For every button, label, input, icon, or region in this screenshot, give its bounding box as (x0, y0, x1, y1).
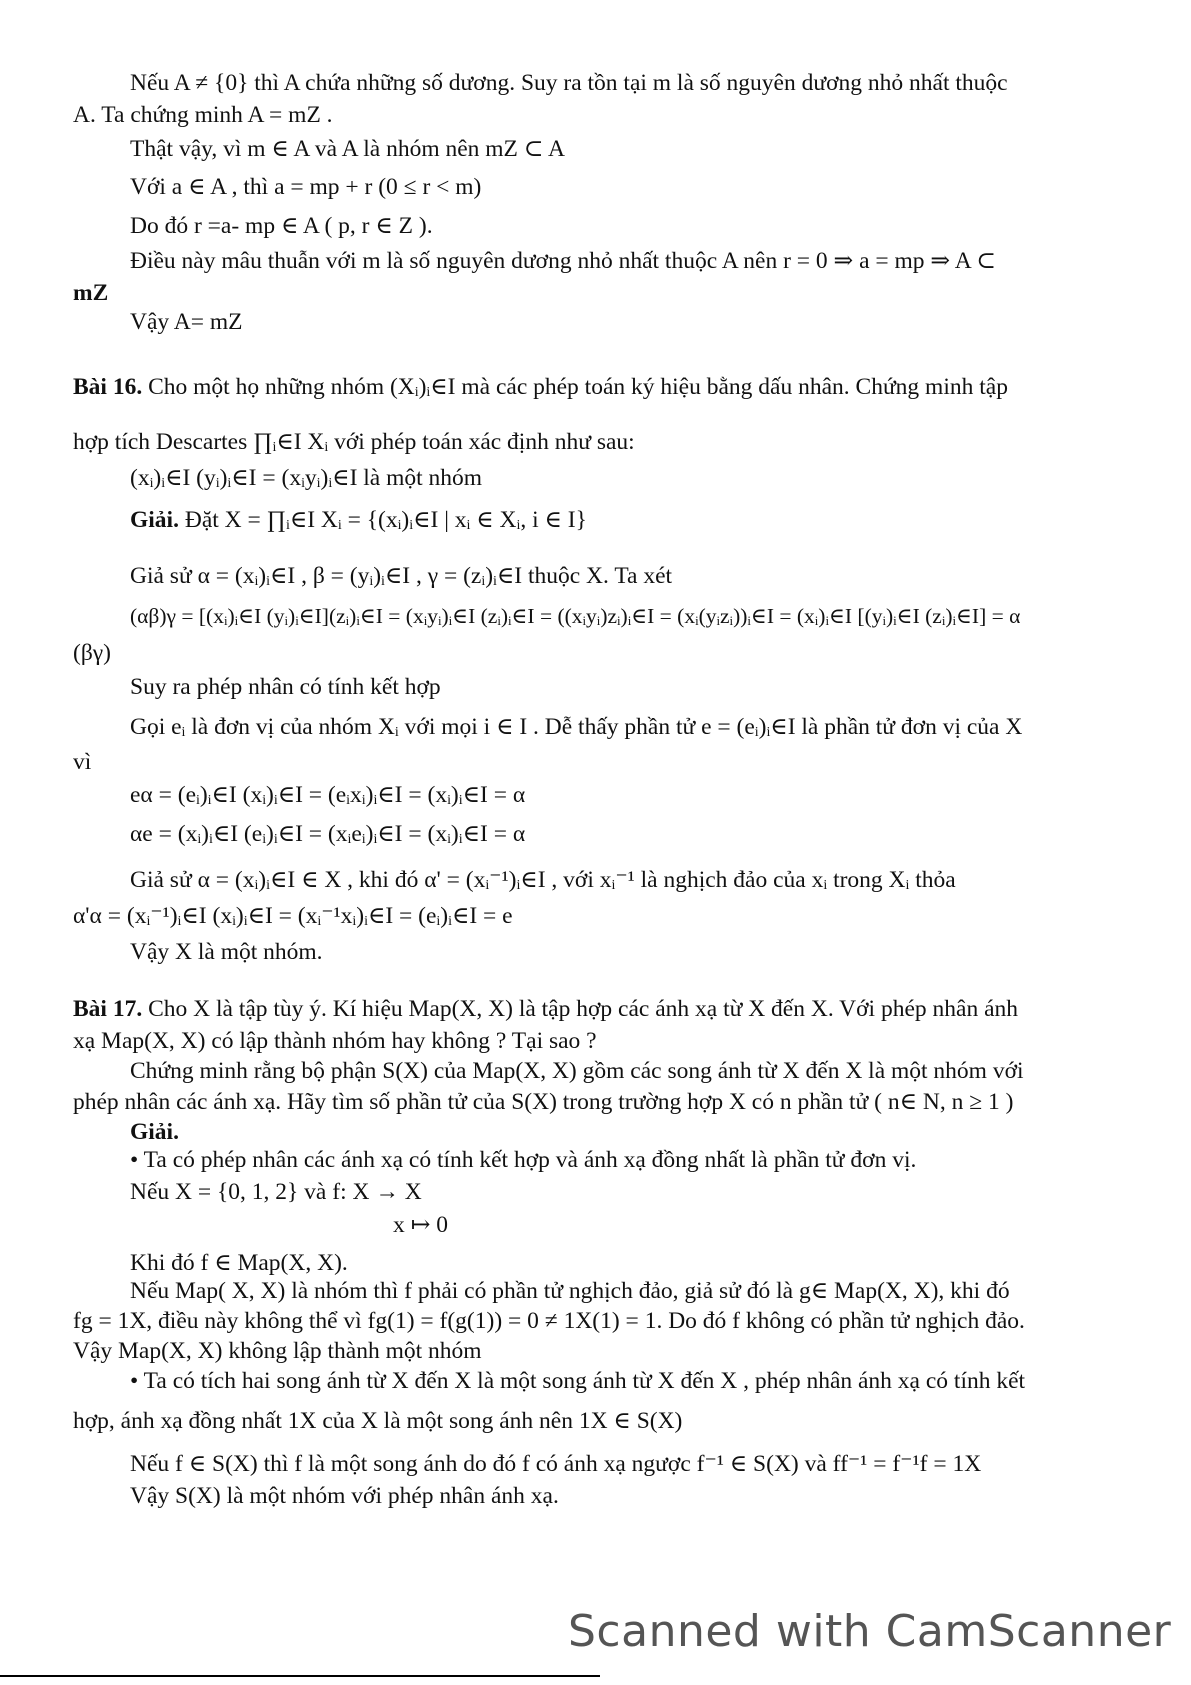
text-line: Vậy A= mZ (130, 309, 243, 335)
math-line: αe = (xᵢ)ᵢ∈I (eᵢ)ᵢ∈I = (xᵢeᵢ)ᵢ∈I = (xᵢ)ᵢ∈I = α (130, 821, 526, 847)
math-line: x ↦ 0 (393, 1212, 448, 1238)
text-line: Giả sử α = (xᵢ)ᵢ∈I , β = (yᵢ)ᵢ∈I , γ = (zᵢ)ᵢ∈I thuộc X. Ta xét (130, 563, 673, 589)
text-line: Vậy X là một nhóm. (130, 939, 323, 965)
text-line: Nếu X = {0, 1, 2} và f: X → X (130, 1179, 422, 1205)
text-span: Cho X là tập tùy ý. Kí hiệu Map(X, X) là tập hợp các ánh xạ từ X đến X. Với phép nhân ánh (148, 996, 1018, 1022)
exercise-17-statement (73, 994, 1018, 1025)
text-line: Nếu f ∈ S(X) thì f là một song ánh do đó f có ánh xạ ngược f⁻¹ ∈ S(X) và ff⁻¹ = f⁻¹f = 1X (130, 1451, 982, 1477)
math-line: (βγ) (73, 640, 111, 666)
text-line: • Ta có tích hai song ánh từ X đến X là một song ánh từ X đến X , phép nhân ánh xạ có tính kết (130, 1368, 1026, 1394)
text-line: Điều này mâu thuẫn với m là số nguyên dương nhỏ nhất thuộc A nên r = 0 ⇒ a = mp ⇒ A ⊂ (130, 248, 996, 274)
text-line: Thật vậy, vì m ∈ A và A là nhóm nên mZ ⊂ A (130, 136, 566, 162)
text-line: hợp, ánh xạ đồng nhất 1X của X là một song ánh nên 1X ∈ S(X) (73, 1408, 683, 1434)
exercise-17-heading: Bài 17. (73, 996, 143, 1022)
text-line: phép nhân các ánh xạ. Hãy tìm số phần tử của S(X) trong trường hợp X có n phần tử ( n∈ N, n ≥ 1 ) (73, 1089, 1014, 1115)
math-line: α'α = (xᵢ⁻¹)ᵢ∈I (xᵢ)ᵢ∈I = (xᵢ⁻¹xᵢ)ᵢ∈I = (eᵢ)ᵢ∈I = e (73, 903, 513, 929)
text-line: A. Ta chứng minh A = mZ . (73, 102, 333, 128)
math-line: eα = (eᵢ)ᵢ∈I (xᵢ)ᵢ∈I = (eᵢxᵢ)ᵢ∈I = (xᵢ)ᵢ∈I = α (130, 782, 526, 808)
text-line: Vậy Map(X, X) không lập thành một nhóm (73, 1338, 482, 1364)
exercise-16-statement (73, 372, 1008, 403)
text-span: Cho một họ những nhóm (Xᵢ)ᵢ∈I mà các phép toán ký hiệu bằng dấu nhân. Chứng minh tập (148, 374, 1008, 400)
bottom-rule (0, 1675, 600, 1677)
text-line: Khi đó f ∈ Map(X, X). (130, 1250, 348, 1276)
math-line: (xᵢ)ᵢ∈I (yᵢ)ᵢ∈I = (xᵢyᵢ)ᵢ∈I là một nhóm (130, 465, 483, 491)
text-line: fg = 1X, điều này không thể vì fg(1) = f(g(1)) = 0 ≠ 1X(1) = 1. Do đó f không có phần tử nghịch đảo. (73, 1308, 1025, 1334)
text-line: Với a ∈ A , thì a = mp + r (0 ≤ r < m) (130, 174, 482, 200)
text-line: Gọi eᵢ là đơn vị của nhóm Xᵢ với mọi i ∈ I . Dễ thấy phần tử e = (eᵢ)ᵢ∈I là phần tử đơn vị của X (130, 714, 1023, 740)
camscanner-watermark: Scanned with CamScanner (568, 1606, 1172, 1657)
text-line: Giả sử α = (xᵢ)ᵢ∈I ∈ X , khi đó α' = (xᵢ⁻¹)ᵢ∈I , với xᵢ⁻¹ là nghịch đảo của xᵢ trong Xᵢ thỏa (130, 867, 956, 893)
text-line: Do đó r =a- mp ∈ A ( p, r ∈ Z ). (130, 213, 433, 239)
solution-heading: Giải. (130, 507, 179, 533)
text-line: Vậy S(X) là một nhóm với phép nhân ánh xạ. (130, 1483, 559, 1509)
math-line: (αβ)γ = [(xᵢ)ᵢ∈I (yᵢ)ᵢ∈I](zᵢ)ᵢ∈I = (xᵢyᵢ)ᵢ∈I (zᵢ)ᵢ∈I = ((xᵢyᵢ)zᵢ)ᵢ∈I = (xᵢ(yᵢzᵢ))ᵢ∈I = (xᵢ)ᵢ∈I [(yᵢ)ᵢ∈I (zᵢ)ᵢ∈I] = α (130, 604, 1021, 628)
text-line: Nếu A ≠ {0} thì A chứa những số dương. Suy ra tồn tại m là số nguyên dương nhỏ nhất thuộc (130, 70, 1008, 96)
solution-heading: Giải. (130, 1119, 179, 1145)
text-line: Suy ra phép nhân có tính kết hợp (130, 674, 441, 700)
text-line: • Ta có phép nhân các ánh xạ có tính kết hợp và ánh xạ đồng nhất là phần tử đơn vị. (130, 1147, 917, 1173)
text-line: vì (73, 749, 92, 775)
text-line: Nếu Map( X, X) là nhóm thì f phải có phần tử nghịch đảo, giả sử đó là g∈ Map(X, X), khi đó (130, 1278, 1010, 1304)
math-span: Đặt X = ∏ᵢ∈I Xᵢ = {(xᵢ)ᵢ∈I | xᵢ ∈ Xᵢ, i ∈ I} (184, 507, 587, 533)
text-line: Chứng minh rằng bộ phận S(X) của Map(X, X) gồm các song ánh từ X đến X là một nhóm với (130, 1058, 1024, 1084)
text-line: hợp tích Descartes ∏ᵢ∈I Xᵢ với phép toán xác định như sau: (73, 429, 635, 455)
text-line: mZ (73, 280, 109, 306)
solution-line (130, 505, 587, 536)
text-line: xạ Map(X, X) có lập thành nhóm hay không ? Tại sao ? (73, 1028, 597, 1054)
exercise-16-heading: Bài 16. (73, 374, 143, 400)
